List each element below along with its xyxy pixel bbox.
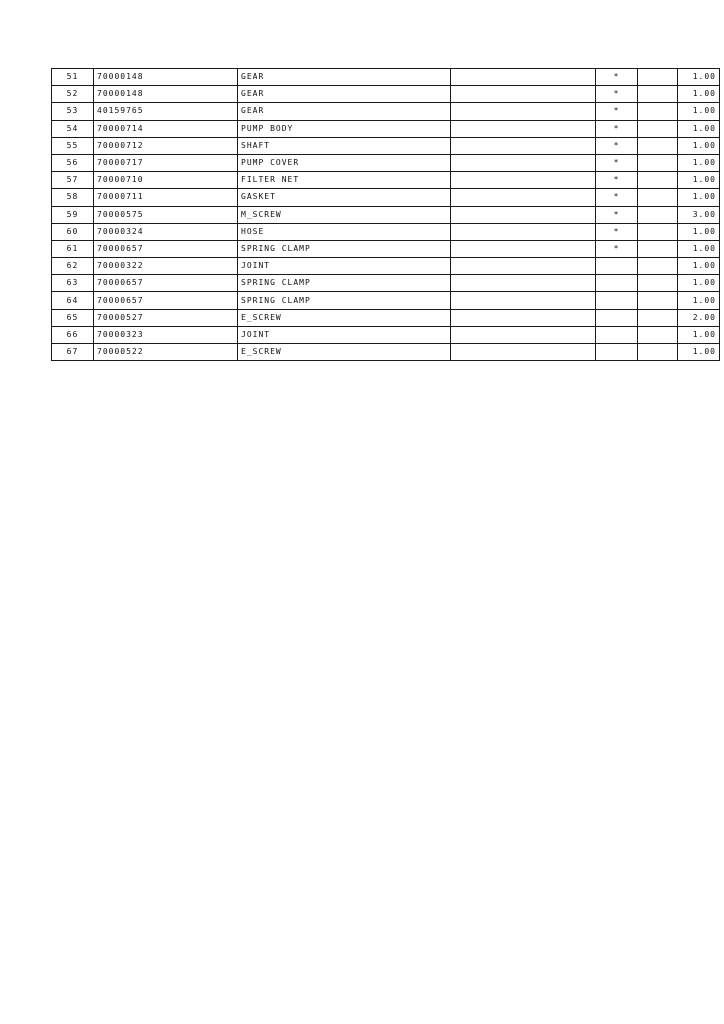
quantity-cell: 2.00 [678, 309, 720, 326]
item-number-cell: 51 [52, 69, 94, 86]
part-number-cell: 70000324 [94, 223, 238, 240]
parts-list-body [52, 69, 720, 361]
specification-cell [451, 103, 596, 120]
specification-cell [451, 344, 596, 361]
quantity-cell: 1.00 [678, 258, 720, 275]
part-number-cell: 70000710 [94, 172, 238, 189]
mark-cell [596, 344, 638, 361]
item-number-cell: 52 [52, 86, 94, 103]
blank-cell [638, 258, 678, 275]
table-row [52, 154, 720, 171]
item-number-cell: 65 [52, 309, 94, 326]
mark-cell: * [596, 240, 638, 257]
item-number-cell: 55 [52, 137, 94, 154]
mark-cell [596, 258, 638, 275]
blank-cell [638, 275, 678, 292]
description-cell: SHAFT [238, 137, 451, 154]
blank-cell [638, 344, 678, 361]
specification-cell [451, 292, 596, 309]
part-number-cell: 70000657 [94, 275, 238, 292]
mark-cell: * [596, 189, 638, 206]
quantity-cell: 1.00 [678, 172, 720, 189]
item-number-cell: 60 [52, 223, 94, 240]
mark-cell [596, 309, 638, 326]
description-cell: GEAR [238, 103, 451, 120]
quantity-cell: 3.00 [678, 206, 720, 223]
quantity-cell: 1.00 [678, 275, 720, 292]
quantity-cell: 1.00 [678, 344, 720, 361]
item-number-cell: 61 [52, 240, 94, 257]
table-row [52, 189, 720, 206]
item-number-cell: 56 [52, 154, 94, 171]
mark-cell: * [596, 172, 638, 189]
part-number-cell: 70000714 [94, 120, 238, 137]
part-number-cell: 70000323 [94, 326, 238, 343]
description-cell: M_SCREW [238, 206, 451, 223]
quantity-cell: 1.00 [678, 103, 720, 120]
part-number-cell: 70000522 [94, 344, 238, 361]
part-number-cell: 70000717 [94, 154, 238, 171]
blank-cell [638, 69, 678, 86]
specification-cell [451, 86, 596, 103]
mark-cell [596, 292, 638, 309]
table-row [52, 103, 720, 120]
blank-cell [638, 137, 678, 154]
part-number-cell: 70000657 [94, 240, 238, 257]
mark-cell: * [596, 86, 638, 103]
description-cell: E_SCREW [238, 344, 451, 361]
blank-cell [638, 154, 678, 171]
table-row [52, 69, 720, 86]
item-number-cell: 53 [52, 103, 94, 120]
quantity-cell: 1.00 [678, 292, 720, 309]
table-row [52, 137, 720, 154]
table-row [52, 275, 720, 292]
description-cell: PUMP COVER [238, 154, 451, 171]
quantity-cell: 1.00 [678, 240, 720, 257]
blank-cell [638, 309, 678, 326]
specification-cell [451, 120, 596, 137]
specification-cell [451, 189, 596, 206]
part-number-cell: 40159765 [94, 103, 238, 120]
part-number-cell: 70000527 [94, 309, 238, 326]
item-number-cell: 62 [52, 258, 94, 275]
specification-cell [451, 240, 596, 257]
table-row [52, 172, 720, 189]
mark-cell: * [596, 154, 638, 171]
specification-cell [451, 137, 596, 154]
specification-cell [451, 309, 596, 326]
quantity-cell: 1.00 [678, 223, 720, 240]
part-number-cell: 70000148 [94, 69, 238, 86]
table-row [52, 344, 720, 361]
table-row [52, 120, 720, 137]
table-row [52, 206, 720, 223]
blank-cell [638, 240, 678, 257]
item-number-cell: 67 [52, 344, 94, 361]
mark-cell [596, 326, 638, 343]
description-cell: GEAR [238, 69, 451, 86]
table-row [52, 240, 720, 257]
quantity-cell: 1.00 [678, 69, 720, 86]
blank-cell [638, 326, 678, 343]
quantity-cell: 1.00 [678, 137, 720, 154]
specification-cell [451, 223, 596, 240]
description-cell: SPRING CLAMP [238, 240, 451, 257]
blank-cell [638, 172, 678, 189]
mark-cell [596, 275, 638, 292]
table-row [52, 309, 720, 326]
description-cell: JOINT [238, 326, 451, 343]
specification-cell [451, 206, 596, 223]
description-cell: PUMP BODY [238, 120, 451, 137]
item-number-cell: 57 [52, 172, 94, 189]
part-number-cell: 70000322 [94, 258, 238, 275]
quantity-cell: 1.00 [678, 326, 720, 343]
quantity-cell: 1.00 [678, 189, 720, 206]
parts-list-table [51, 68, 720, 361]
quantity-cell: 1.00 [678, 120, 720, 137]
part-number-cell: 70000148 [94, 86, 238, 103]
mark-cell: * [596, 120, 638, 137]
item-number-cell: 66 [52, 326, 94, 343]
mark-cell: * [596, 103, 638, 120]
blank-cell [638, 292, 678, 309]
table-row [52, 326, 720, 343]
table-row [52, 258, 720, 275]
description-cell: HOSE [238, 223, 451, 240]
item-number-cell: 59 [52, 206, 94, 223]
table-row [52, 292, 720, 309]
mark-cell: * [596, 206, 638, 223]
quantity-cell: 1.00 [678, 154, 720, 171]
part-number-cell: 70000575 [94, 206, 238, 223]
blank-cell [638, 189, 678, 206]
table-row [52, 86, 720, 103]
specification-cell [451, 275, 596, 292]
description-cell: JOINT [238, 258, 451, 275]
item-number-cell: 58 [52, 189, 94, 206]
description-cell: SPRING CLAMP [238, 292, 451, 309]
blank-cell [638, 206, 678, 223]
description-cell: E_SCREW [238, 309, 451, 326]
mark-cell: * [596, 69, 638, 86]
item-number-cell: 64 [52, 292, 94, 309]
specification-cell [451, 258, 596, 275]
specification-cell [451, 172, 596, 189]
description-cell: FILTER NET [238, 172, 451, 189]
description-cell: GEAR [238, 86, 451, 103]
mark-cell: * [596, 137, 638, 154]
blank-cell [638, 103, 678, 120]
part-number-cell: 70000711 [94, 189, 238, 206]
part-number-cell: 70000657 [94, 292, 238, 309]
description-cell: GASKET [238, 189, 451, 206]
blank-cell [638, 86, 678, 103]
mark-cell: * [596, 223, 638, 240]
specification-cell [451, 154, 596, 171]
part-number-cell: 70000712 [94, 137, 238, 154]
blank-cell [638, 223, 678, 240]
item-number-cell: 54 [52, 120, 94, 137]
specification-cell [451, 326, 596, 343]
blank-cell [638, 120, 678, 137]
quantity-cell: 1.00 [678, 86, 720, 103]
table-row [52, 223, 720, 240]
item-number-cell: 63 [52, 275, 94, 292]
description-cell: SPRING CLAMP [238, 275, 451, 292]
specification-cell [451, 69, 596, 86]
